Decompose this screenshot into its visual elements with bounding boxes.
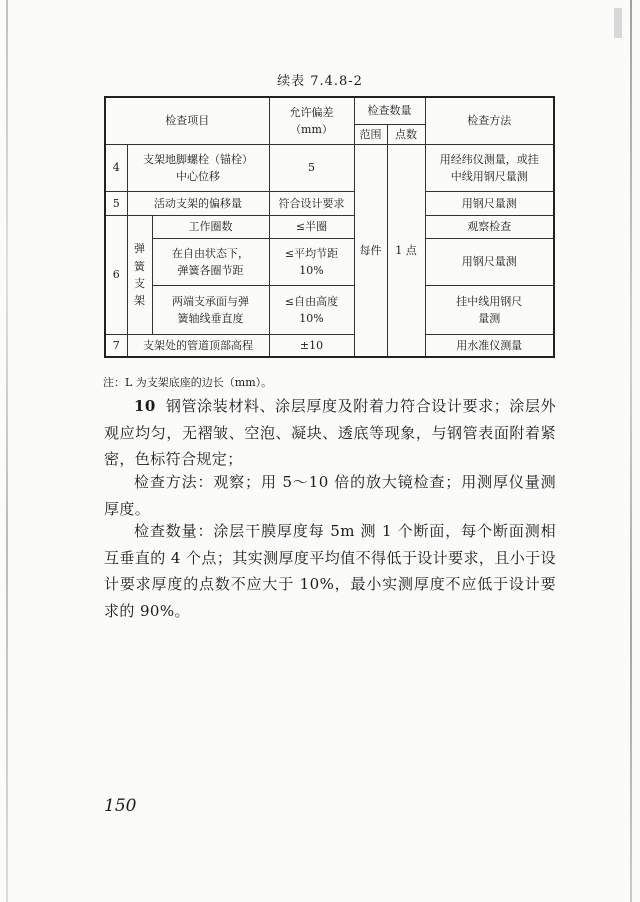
scope-merged: 每件 bbox=[354, 144, 387, 357]
row-item: 在自由状态下， 弹簧各圈节距 bbox=[152, 238, 269, 285]
header-item: 检查项目 bbox=[105, 97, 269, 144]
paragraph-check-quantity: 检查数量：涂层干膜厚度每 5m 测 1 个断面，每个断面测相互垂直的 4 个点；其实测厚度平均值不得低于设计要求，且小于设计要求厚度的点数不应大于 10%，最小实测厚度不应低于设计要求的 90%。 bbox=[104, 522, 556, 620]
table-row bbox=[105, 334, 554, 357]
row-number: 4 bbox=[105, 144, 127, 191]
table-note: 注：L 为支架底座的边长（mm）。 bbox=[103, 376, 273, 389]
row-method: 挂中线用钢尺 量测 bbox=[425, 285, 554, 334]
inspection-table bbox=[104, 96, 555, 358]
row-method: 用钢尺量测 bbox=[425, 238, 554, 285]
table-row bbox=[105, 215, 554, 238]
clause-text: 钢管涂装材料、涂层厚度及附着力符合设计要求；涂层外观应均匀，无褶皱、空泡、凝块、透底等现象，与钢管表面附着紧密，色标符合规定； bbox=[104, 397, 556, 468]
row-group: 弹簧 支架 bbox=[127, 215, 152, 334]
page-number: 150 bbox=[104, 796, 137, 816]
header-method: 检查方法 bbox=[425, 97, 554, 144]
row-item: 工作圈数 bbox=[152, 215, 269, 238]
table-row bbox=[105, 144, 554, 191]
table-row bbox=[105, 238, 554, 285]
points-merged: 1 点 bbox=[387, 144, 425, 357]
row-tolerance: 5 bbox=[269, 144, 354, 191]
row-method: 观察检查 bbox=[425, 215, 554, 238]
row-tolerance: ≤半圈 bbox=[269, 215, 354, 238]
row-number: 6 bbox=[105, 215, 127, 334]
row-number: 7 bbox=[105, 334, 127, 357]
row-item: 支架处的管道顶部高程 bbox=[127, 334, 269, 357]
table-row bbox=[105, 285, 554, 334]
row-tolerance: ≤自由高度 10% bbox=[269, 285, 354, 334]
row-tolerance: ≤平均节距 10% bbox=[269, 238, 354, 285]
table-row bbox=[105, 191, 554, 215]
header-scope: 范围 bbox=[354, 124, 387, 144]
row-item: 支架地脚螺栓（锚栓） 中心位移 bbox=[127, 144, 269, 191]
row-method: 用水准仪测量 bbox=[425, 334, 554, 357]
scan-corner-mark bbox=[614, 8, 622, 38]
scan-edge-right bbox=[630, 0, 632, 902]
header-points: 点数 bbox=[387, 124, 425, 144]
row-item: 两端支承面与弹 簧轴线垂直度 bbox=[152, 285, 269, 334]
header-tolerance: 允许偏差 （mm） bbox=[269, 97, 354, 144]
paragraph-10 bbox=[104, 393, 556, 473]
scan-edge-left bbox=[6, 0, 8, 902]
clause-number: 10 bbox=[134, 397, 156, 415]
paragraph-check-method: 检查方法：观察；用 5～10 倍的放大镜检查；用测厚仪量测厚度。 bbox=[104, 473, 556, 518]
row-method: 用经纬仪测量，或挂 中线用钢尺量测 bbox=[425, 144, 554, 191]
row-tolerance: 符合设计要求 bbox=[269, 191, 354, 215]
row-item: 活动支架的偏移量 bbox=[127, 191, 269, 215]
row-number: 5 bbox=[105, 191, 127, 215]
row-method: 用钢尺量测 bbox=[425, 191, 554, 215]
row-tolerance: ±10 bbox=[269, 334, 354, 357]
table-title: 续表 7.4.8-2 bbox=[277, 74, 363, 89]
header-quantity: 检查数量 bbox=[354, 97, 425, 124]
